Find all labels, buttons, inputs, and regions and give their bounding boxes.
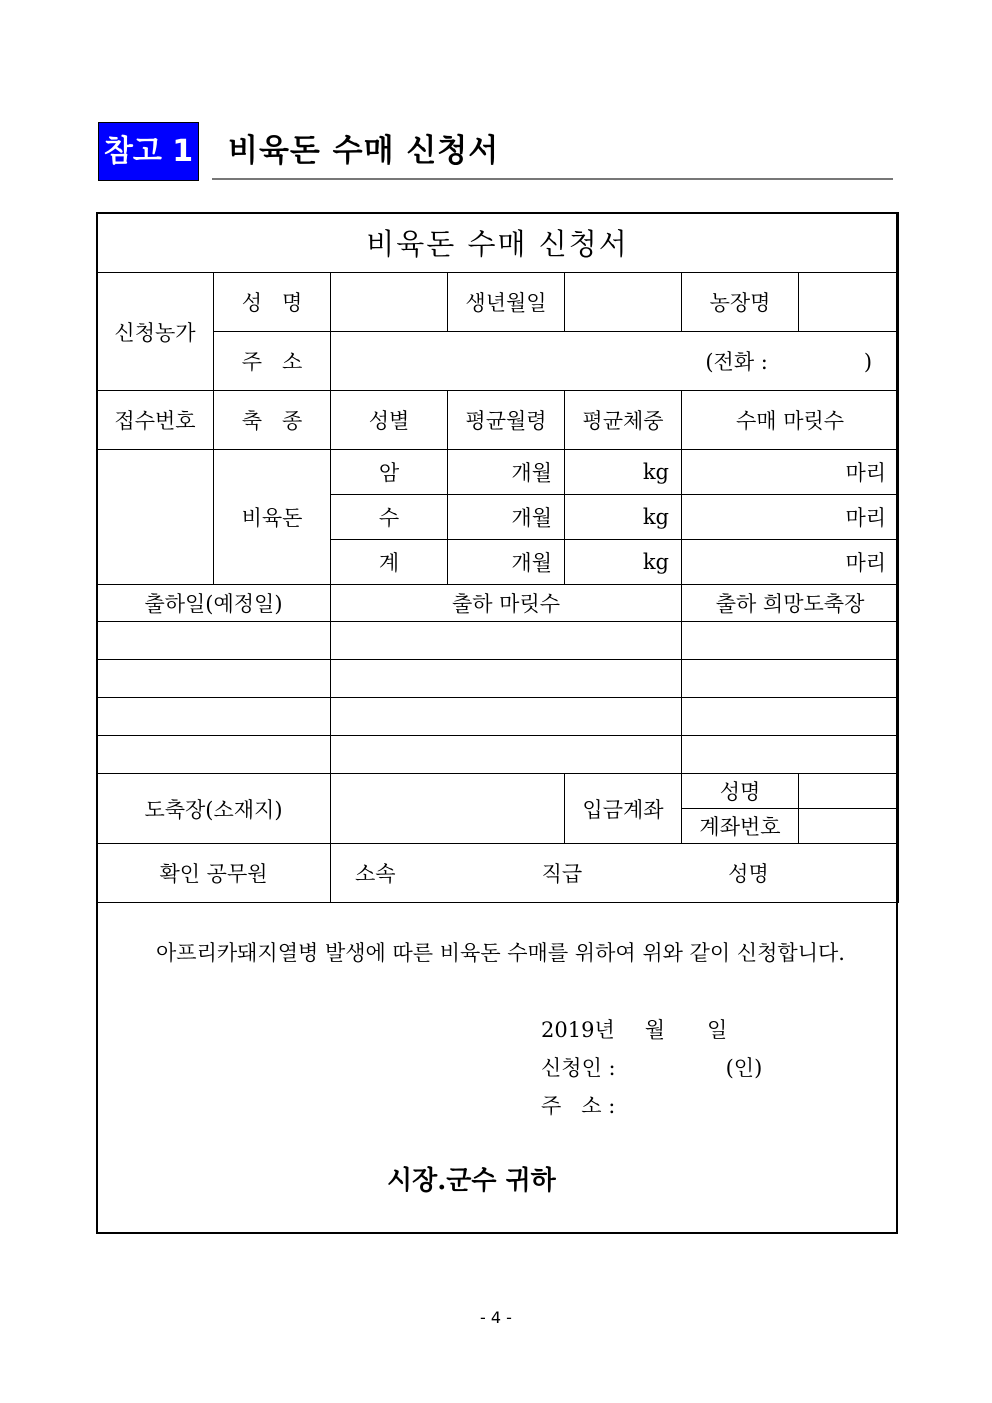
account-holder-label: 성명: [682, 774, 799, 809]
recipient-line: 시장.군수 귀하: [387, 1166, 556, 1196]
purchase-count-header: 수매 마릿수: [682, 391, 899, 450]
deposit-account-label: 입금계좌: [565, 774, 682, 844]
total-weight-cell[interactable]: kg: [565, 540, 682, 585]
shipping-date-header: 출하일(예정일): [97, 585, 331, 622]
applicant-label: 신청인 :: [541, 1056, 616, 1080]
slaughterhouse-header: 출하 희망도축장: [682, 585, 899, 622]
avg-age-header: 평균월령: [448, 391, 565, 450]
livestock-type: 비육돈: [214, 450, 331, 585]
female-age-cell[interactable]: 개월: [448, 450, 565, 495]
female-count-cell[interactable]: 마리: [682, 450, 899, 495]
total-count-cell[interactable]: 마리: [682, 540, 899, 585]
avg-weight-header: 평균체중: [565, 391, 682, 450]
male-weight-cell[interactable]: kg: [565, 495, 682, 540]
form-frame: [96, 212, 898, 1234]
shipping-count-header: 출하 마릿수: [331, 585, 682, 622]
reference-badge: 참고 1: [98, 122, 199, 181]
officer-affiliation-label: 소속: [355, 862, 396, 886]
applicant-farm-label: 신청농가: [97, 273, 214, 391]
officer-rank-label: 직급: [541, 862, 583, 886]
name-label: 성 명: [214, 273, 331, 332]
date-line: [541, 1014, 727, 1044]
officer-name-label: 성명: [728, 862, 769, 886]
date-month: 월: [644, 1018, 666, 1042]
receipt-number-header: 접수번호: [97, 391, 214, 450]
seal-mark: (인): [725, 1056, 763, 1080]
sex-header: 성별: [331, 391, 448, 450]
page-number: - 4 -: [480, 1308, 512, 1327]
phone-close: ): [863, 350, 873, 374]
form-title: 비육돈 수매 신청서: [97, 213, 899, 273]
applicant-address-label: 주 소 :: [541, 1094, 616, 1118]
total-age-cell[interactable]: 개월: [448, 540, 565, 585]
sex-female: 암: [331, 450, 448, 495]
livestock-header: 축 종: [214, 391, 331, 450]
address-label: 주 소: [214, 332, 331, 391]
date-day: 일: [707, 1018, 728, 1042]
page-title: 비육돈 수매 신청서: [228, 133, 500, 169]
farm-name-label: 농장명: [682, 273, 799, 332]
slaughterhouse-location-label: 도축장(소재지): [97, 774, 331, 844]
male-count-cell[interactable]: 마리: [682, 495, 899, 540]
phone-open: (전화 :: [705, 350, 768, 374]
date-year: 2019년: [541, 1018, 615, 1042]
applicant-line: [541, 1052, 762, 1082]
title-underline: [212, 178, 893, 180]
officer-label: 확인 공무원: [97, 844, 331, 903]
sex-male: 수: [331, 495, 448, 540]
female-weight-cell[interactable]: kg: [565, 450, 682, 495]
account-number-label: 계좌번호: [682, 809, 799, 844]
birthdate-label: 생년월일: [448, 273, 565, 332]
declaration-text: 아프리카돼지열병 발생에 따른 비육돈 수매를 위하여 위와 같이 신청합니다.: [156, 941, 845, 965]
sex-total: 계: [331, 540, 448, 585]
male-age-cell[interactable]: 개월: [448, 495, 565, 540]
